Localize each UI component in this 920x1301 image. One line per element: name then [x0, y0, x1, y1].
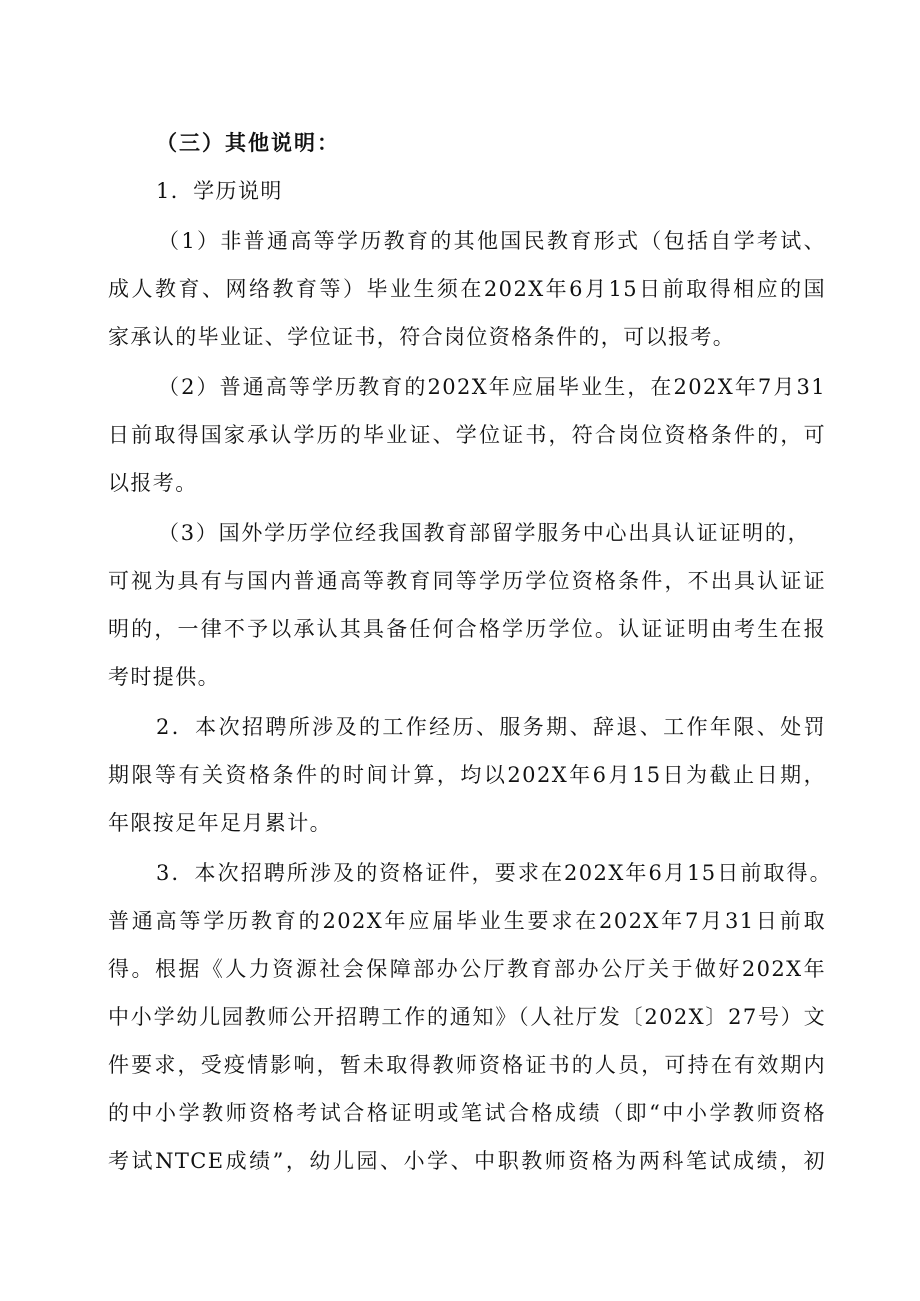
paragraph-line: 件要求，受疫情影响，暂未取得教师资格证书的人员，可持在有效期内 — [108, 1053, 826, 1077]
paragraph-line: （3）国外学历学位经我国教育部留学服务中心出具认证证明的， — [158, 521, 810, 545]
paragraph-line: 的中小学教师资格考试合格证明或笔试合格成绩（即“中小学教师资格 — [108, 1101, 826, 1125]
section-heading: （三）其他说明： — [156, 130, 340, 155]
paragraph-line: 考试NTCE成绩”，幼儿园、小学、中职教师资格为两科笔试成绩，初 — [108, 1149, 826, 1173]
paragraph-line: 明的，一律不予以承认其具备任何合格学历学位。认证证明由考生在报 — [108, 617, 826, 641]
paragraph-line: 普通高等学历教育的202X年应届毕业生要求在202X年7月31日前取 — [108, 909, 826, 933]
paragraph-line: 家承认的毕业证、学位证书，符合岗位资格条件的，可以报考。 — [108, 325, 736, 349]
paragraph-line: 以报考。 — [108, 471, 198, 495]
paragraph-line: 考时提供。 — [108, 665, 220, 689]
paragraph-line: 3．本次招聘所涉及的资格证件，要求在202X年6月15日前取得。 — [156, 861, 832, 885]
paragraph-line: 中小学幼儿园教师公开招聘工作的通知》（人社厅发〔202X〕27号）文 — [108, 1005, 826, 1029]
paragraph-line: 得。根据《人力资源社会保障部办公厅教育部办公厅关于做好202X年 — [108, 957, 826, 981]
paragraph-line: （1）非普通高等学历教育的其他国民教育形式（包括自学考试、 — [158, 229, 826, 253]
paragraph-line: 年限按足年足月累计。 — [108, 811, 332, 835]
paragraph-line: 日前取得国家承认学历的毕业证、学位证书，符合岗位资格条件的，可 — [108, 423, 826, 447]
paragraph-line: 可视为具有与国内普通高等教育同等学历学位资格条件，不出具认证证 — [108, 569, 826, 593]
item-1-title: 1．学历说明 — [156, 179, 283, 203]
paragraph-line: （2）普通高等学历教育的202X年应届毕业生，在202X年7月31 — [158, 375, 826, 399]
paragraph-line: 2．本次招聘所涉及的工作经历、服务期、辞退、工作年限、处罚 — [156, 715, 826, 739]
paragraph-line: 期限等有关资格条件的时间计算，均以202X年6月15日为截止日期， — [108, 763, 826, 787]
paragraph-line: 成人教育、网络教育等）毕业生须在202X年6月15日前取得相应的国 — [108, 277, 826, 301]
